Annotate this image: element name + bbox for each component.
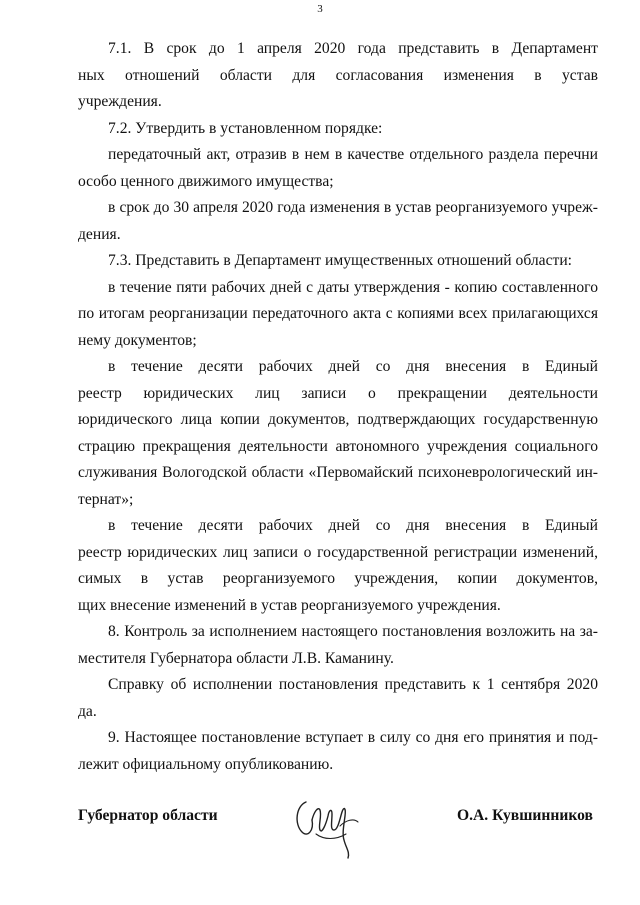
- text-line-9-b: лежит официальному опубликованию.: [78, 756, 334, 773]
- text-line-7-3-b: в течение пяти рабочих дней с даты утверждения - копию составленного: [108, 279, 598, 296]
- text-line-7-1-a: 7.1. В срок до 1 апреля 2020 года представить в Департамент: [108, 40, 598, 57]
- text-line-7-2-e: дения.: [78, 226, 121, 243]
- text-line-7-3-a: 7.3. Представить в Департамент имущественных отношений области:: [108, 252, 573, 269]
- text-line-8-c: Справку об исполнении постановления представить к 1 сентября 2020: [108, 676, 598, 693]
- text-line-8-a: 8. Контроль за исполнением настоящего постановления возложить на за-: [108, 623, 598, 640]
- text-line-8-b: местителя Губернатора области Л.В. Каманину.: [78, 650, 394, 667]
- text-line-7-3-k: в течение десяти рабочих дней со дня внесения в Единый: [108, 517, 598, 534]
- text-line-8-d: да.: [78, 703, 97, 720]
- text-line-7-3-i: служивания Вологодской области «Первомайский психоневрологический ин-: [78, 464, 598, 481]
- text-line-7-3-e: в течение десяти рабочих дней со дня внесения в Единый: [108, 358, 598, 375]
- text-line-7-3-f: реестр юридических лиц записи о прекращении деятельности: [78, 385, 598, 402]
- text-line-7-1-b: ных отношений области для согласования изменения в устав: [78, 67, 598, 84]
- text-line-7-3-c: по итогам реорганизации передаточного акта с копиями всех прилагающихся: [78, 305, 598, 322]
- signatory-name: О.А. Кувшинников: [457, 807, 593, 824]
- text-line-7-2-b: передаточный акт, отразив в нем в качестве отдельного раздела перечни: [108, 146, 598, 163]
- page-number: 3: [317, 3, 323, 15]
- text-line-7-3-l: реестр юридических лиц записи о государственной регистрации изменений,: [78, 544, 598, 561]
- text-line-7-2-a: 7.2. Утвердить в установленном порядке:: [108, 120, 383, 137]
- text-line-7-3-j: тернат»;: [78, 491, 134, 508]
- handwritten-signature: [288, 790, 364, 860]
- text-line-9-a: 9. Настоящее постановление вступает в силу со дня его принятия и под-: [108, 729, 598, 746]
- text-line-7-2-c: особо ценного движимого имущества;: [78, 173, 334, 190]
- text-line-7-1-c: учреждения.: [78, 93, 162, 110]
- text-line-7-2-d: в срок до 30 апреля 2020 года изменения в устав реорганизуемого учреж-: [108, 199, 598, 216]
- text-line-7-3-g: юридического лица копии документов, подтверждающих государственную: [78, 411, 598, 428]
- text-line-7-3-m: симых в устав реорганизуемого учреждения, копии документов,: [78, 570, 598, 587]
- text-line-7-3-n: щих внесение изменений в устав реорганизуемого учреждения.: [78, 597, 501, 614]
- text-line-7-3-d: нему документов;: [78, 332, 197, 349]
- text-line-7-3-h: страцию прекращения деятельности автономного учреждения социального: [78, 438, 598, 455]
- signatory-position: Губернатор области: [78, 807, 218, 824]
